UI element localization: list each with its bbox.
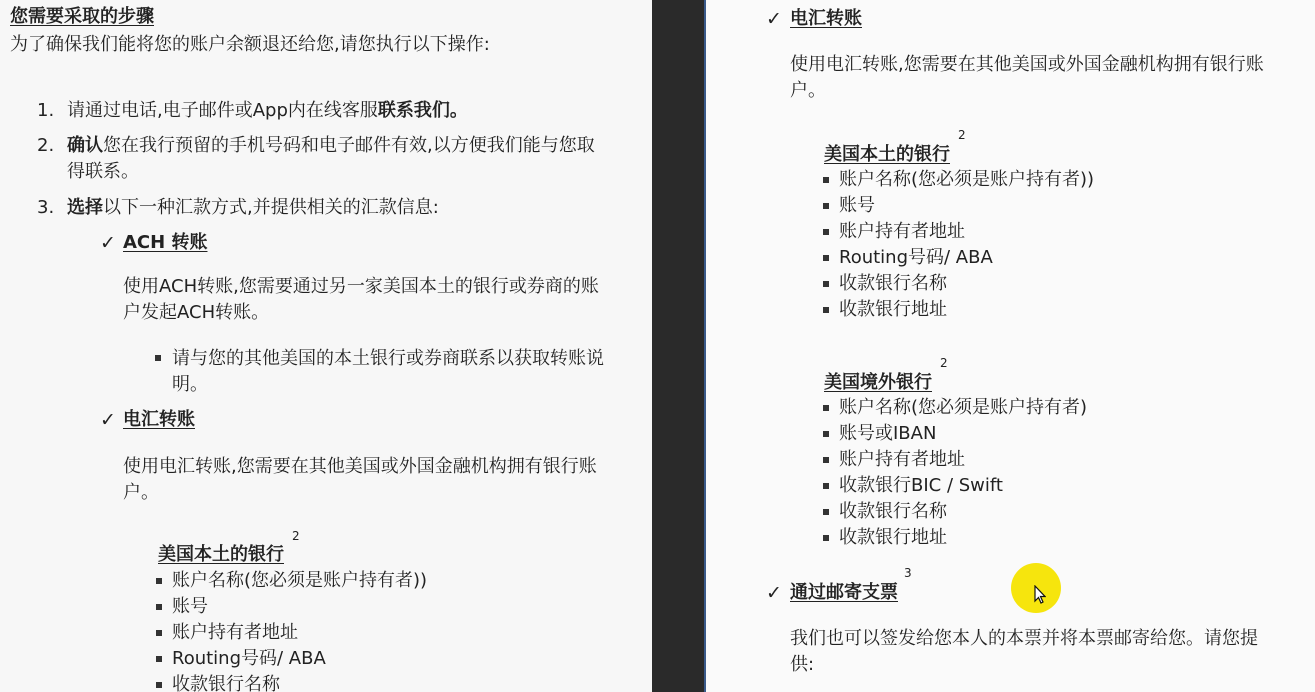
mail-check-desc: 我们也可以签发给您本人的本票并将本票邮寄给您。请您提 [790,628,1258,649]
wire-check-icon: ✓ [766,8,782,30]
bullet-marker [155,355,161,361]
wire-desc: 使用电汇转账,您需要在其他美国或外国金融机构拥有银行账 [123,456,597,477]
foreign-bank-title: 美国境外银行 [824,372,932,393]
list-item: 账户持有者地址 [839,221,965,242]
list-item: 账户名称(您必须是账户持有者)) [839,169,1095,190]
page-heading: 您需要采取的步骤 [10,6,154,27]
ach-bullet-cont: 明。 [172,374,208,395]
list-item: 账户名称(您必须是账户持有者)) [172,570,428,591]
list-item: 收款银行地址 [839,527,947,548]
list-item: Routing号码/ ABA [172,648,326,669]
bullet-marker [823,203,829,209]
mail-check-icon: ✓ [766,582,782,604]
footnote-ref: 2 [940,356,948,370]
list-item: 收款银行名称 [172,674,280,692]
list-item: 账户持有者地址 [172,622,298,643]
step-3-text: 选择以下一种汇款方式,并提供相关的汇款信息: [67,197,439,218]
step-1-text: 请通过电话,电子邮件或App内在线客服联系我们。 [67,100,468,121]
bullet-marker [823,509,829,515]
domestic-bank-title: 美国本土的银行 [158,544,284,565]
bullet-marker [823,177,829,183]
right-document-pane[interactable] [704,0,1315,692]
list-item: 账户名称(您必须是账户持有者) [839,397,1088,418]
bullet-marker [823,535,829,541]
bullet-marker [156,578,162,584]
bullet-marker [823,405,829,411]
step-2-text-cont: 得联系。 [67,161,139,182]
footnote-ref: 2 [292,529,300,543]
step-3-number: 3. [37,197,55,218]
mail-check-desc-cont: 供: [790,654,815,675]
wire-title: 电汇转账 [790,8,862,29]
list-item: 收款银行名称 [839,273,947,294]
ach-bullet: 请与您的其他美国的本土银行或券商联系以获取转账说 [172,348,604,369]
list-item: 账号 [172,596,208,617]
mail-check-title: 通过邮寄支票 [790,582,898,603]
ach-desc: 使用ACH转账,您需要通过另一家美国本土的银行或券商的账 [123,276,599,297]
bullet-marker [823,483,829,489]
list-item: Routing号码/ ABA [839,247,993,268]
wire-check-icon: ✓ [100,409,116,431]
window-divider [652,0,704,692]
bullet-marker [823,255,829,261]
wire-desc: 使用电汇转账,您需要在其他美国或外国金融机构拥有银行账 [790,54,1264,75]
ach-title: ACH 转账 [123,232,208,253]
bullet-marker [823,281,829,287]
step-1-number: 1. [37,100,55,121]
mouse-pointer-icon [1034,585,1046,605]
domestic-bank-title: 美国本土的银行 [824,144,950,165]
list-item: 收款银行地址 [839,299,947,320]
list-item: 账号或IBAN [839,423,937,444]
bullet-marker [823,457,829,463]
list-item: 账号 [839,195,875,216]
footnote-ref: 2 [958,128,966,142]
bullet-marker [823,307,829,313]
bullet-marker [823,229,829,235]
bullet-marker [156,604,162,610]
wire-desc-cont: 户。 [790,80,826,101]
ach-check-icon: ✓ [100,232,116,254]
bullet-marker [823,431,829,437]
list-item: 收款银行BIC / Swift [839,475,1003,496]
list-item: 账户持有者地址 [839,449,965,470]
bullet-marker [156,630,162,636]
list-item: 收款银行名称 [839,501,947,522]
ach-desc-cont: 户发起ACH转账。 [123,302,270,323]
bullet-marker [156,656,162,662]
wire-title: 电汇转账 [123,409,195,430]
step-2-number: 2. [37,135,55,156]
bullet-marker [156,682,162,688]
step-2-text: 确认您在我行预留的手机号码和电子邮件有效,以方便我们能与您取 [67,135,595,156]
left-document-pane[interactable] [0,0,652,692]
intro-text: 为了确保我们能将您的账户余额退还给您,请您执行以下操作: [10,34,490,55]
wire-desc-cont: 户。 [123,482,159,503]
footnote-ref: 3 [904,566,912,580]
